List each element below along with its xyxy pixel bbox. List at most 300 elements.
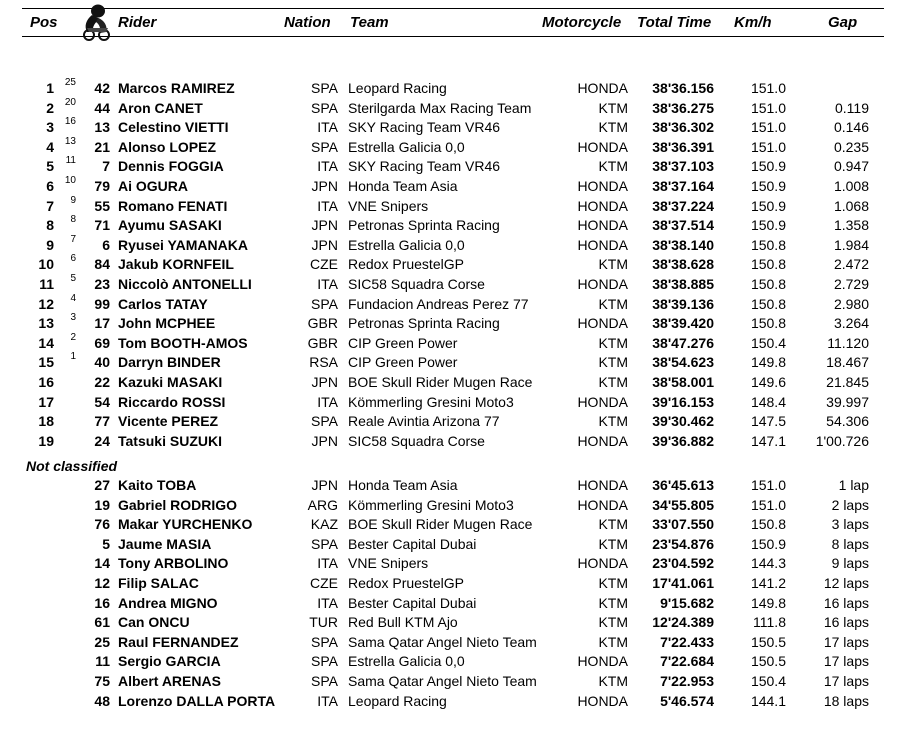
nation-cell: ITA (317, 276, 338, 292)
rider-name-cell: Celestino VIETTI (118, 119, 229, 136)
table-row (0, 233, 905, 257)
nation-cell: SPA (311, 413, 338, 430)
total-time-cell: 34'55.805 (652, 496, 714, 513)
nation-cell: JPN (311, 236, 338, 253)
table-header (22, 8, 884, 38)
rider-name-cell: Tony ARBOLINO (118, 555, 229, 572)
table-row (0, 673, 905, 693)
rider-name-cell: Alonso LOPEZ (118, 138, 216, 155)
motorcycle-cell: KTM (598, 334, 628, 351)
nation-cell: KAZ (310, 516, 338, 533)
position-cell: 4 (46, 138, 54, 155)
position-cell: 17 (38, 393, 54, 410)
speed-cell: 144.1 (750, 692, 786, 709)
motorcycle-cell: KTM (598, 158, 628, 175)
motorcycle-cell: HONDA (577, 432, 628, 449)
nation-cell: JPN (311, 432, 338, 449)
rider-name-cell: Vicente PEREZ (118, 413, 219, 430)
grid-position-cell: 16 (64, 116, 76, 128)
total-time-cell: 38'37.103 (652, 158, 714, 175)
speed-cell: 150.8 (750, 276, 786, 292)
gap-cell: 2.980 (833, 295, 869, 312)
gap-cell: 8 laps (831, 535, 869, 552)
gap-cell: 2.729 (833, 276, 869, 292)
speed-cell: 151.0 (750, 80, 786, 96)
motorcycle-cell: KTM (598, 535, 628, 552)
total-time-cell: 38'39.420 (652, 315, 714, 332)
speed-cell: 151.0 (750, 138, 786, 155)
total-time-cell: 38'47.276 (652, 334, 714, 351)
grid-position-cell: 6 (70, 253, 76, 265)
rider-name-cell: Gabriel RODRIGO (118, 496, 238, 513)
rider-number-cell: 25 (94, 633, 110, 650)
gap-cell: 1.068 (833, 197, 869, 214)
rider-number-cell: 55 (94, 197, 110, 214)
team-cell: Kömmerling Gresini Moto3 (348, 496, 514, 513)
nation-cell: SPA (311, 653, 338, 670)
motorcycle-cell: KTM (598, 119, 628, 136)
rider-number-cell: 23 (94, 276, 110, 292)
rider-name-cell: Can ONCU (118, 614, 190, 631)
table-row (0, 555, 905, 575)
rider-number-cell: 48 (94, 692, 110, 709)
total-time-cell: 7'22.953 (660, 673, 714, 689)
gap-cell: 16 laps (823, 614, 869, 631)
grid-position-cell: 13 (64, 135, 76, 147)
rider-name-cell: Jakub KORNFEIL (118, 256, 234, 273)
gap-cell: 2 laps (831, 496, 869, 513)
nation-cell: SPA (311, 80, 338, 96)
rider-number-cell: 79 (94, 178, 110, 194)
grid-position-cell: 20 (64, 96, 76, 108)
team-cell: Kömmerling Gresini Moto3 (348, 393, 514, 410)
table-row (0, 433, 905, 453)
rider-name-cell: Romano FENATI (118, 197, 228, 214)
nation-cell: SPA (311, 99, 338, 116)
total-time-cell: 5'46.574 (660, 692, 714, 709)
team-cell: Bester Capital Dubai (348, 594, 477, 611)
table-row (0, 497, 905, 517)
speed-cell: 150.8 (750, 516, 786, 533)
nation-cell: ITA (317, 692, 338, 709)
table-row (0, 175, 905, 198)
grid-position-cell: 7 (70, 233, 76, 245)
gap-cell: 9 laps (831, 555, 869, 572)
rider-number-cell: 40 (94, 354, 110, 371)
table-row (0, 693, 905, 713)
rider-name-cell: John MCPHEE (118, 315, 216, 332)
motorcycle-cell: HONDA (577, 653, 628, 670)
rider-name-cell: Tatsuki SUZUKI (118, 432, 222, 449)
rider-name-cell: Niccolò ANTONELLI (118, 276, 252, 292)
nation-cell: CZE (310, 256, 338, 273)
gap-cell: 17 laps (823, 633, 869, 650)
speed-cell: 150.5 (750, 633, 786, 650)
gap-cell: 1.358 (833, 217, 869, 234)
speed-cell: 150.8 (750, 236, 786, 253)
table-row (0, 155, 905, 178)
grid-position-cell: 11 (65, 155, 76, 167)
speed-cell: 150.4 (750, 334, 786, 351)
total-time-cell: 38'58.001 (652, 374, 714, 390)
gap-cell: 54.306 (826, 413, 869, 430)
position-cell: 2 (46, 99, 54, 116)
total-time-cell: 38'36.391 (652, 138, 714, 155)
total-time-cell: 39'36.882 (652, 432, 714, 449)
rider-name-cell: Raul FERNANDEZ (118, 633, 239, 650)
team-cell: Petronas Sprinta Racing (348, 315, 500, 332)
table-row (0, 653, 905, 673)
position-cell: 13 (38, 315, 54, 332)
motorcycle-cell: KTM (598, 673, 628, 689)
team-cell: Leopard Racing (348, 80, 447, 96)
rider-name-cell: Dennis FOGGIA (118, 158, 224, 175)
header-bottom-rule (22, 36, 884, 37)
total-time-cell: 38'38.628 (652, 256, 714, 273)
total-time-cell: 23'54.876 (652, 535, 714, 552)
motorcycle-cell: KTM (598, 633, 628, 650)
motorcycle-cell: KTM (598, 295, 628, 312)
rider-name-cell: Aron CANET (118, 99, 203, 116)
nation-cell: JPN (311, 374, 338, 390)
speed-cell: 151.0 (750, 119, 786, 136)
header-nation: Nation (284, 14, 331, 31)
nation-cell: ARG (307, 496, 338, 513)
motorcycle-cell: KTM (598, 99, 628, 116)
table-row (0, 253, 905, 276)
rider-number-cell: 61 (94, 614, 110, 631)
nation-cell: ITA (317, 594, 338, 611)
position-cell: 8 (46, 217, 54, 234)
motorcycle-cell: KTM (598, 256, 628, 273)
speed-cell: 148.4 (750, 393, 786, 410)
position-cell: 16 (38, 374, 54, 390)
speed-cell: 149.8 (750, 594, 786, 611)
rider-name-cell: Marcos RAMIREZ (118, 80, 235, 96)
speed-cell: 150.9 (750, 197, 786, 214)
motorcycle-cell: KTM (598, 594, 628, 611)
gap-cell: 0.146 (833, 119, 869, 136)
team-cell: Redox PruestelGP (348, 256, 464, 273)
rider-number-cell: 24 (94, 432, 110, 449)
table-row (0, 394, 905, 414)
team-cell: VNE Snipers (348, 555, 429, 572)
total-time-cell: 38'39.136 (652, 295, 714, 312)
gap-cell: 1 lap (838, 477, 869, 493)
gap-cell: 0.235 (833, 138, 869, 155)
total-time-cell: 38'37.224 (652, 197, 714, 214)
table-row (0, 575, 905, 595)
rider-name-cell: Jaume MASIA (118, 535, 212, 552)
gap-cell: 11.120 (827, 334, 869, 351)
total-time-cell: 39'30.462 (652, 413, 714, 430)
table-row (0, 194, 905, 218)
rider-number-cell: 13 (94, 119, 110, 136)
gap-cell: 18 laps (823, 692, 869, 709)
motorcycle-cell: HONDA (577, 393, 628, 410)
gap-cell: 16 laps (823, 594, 869, 611)
team-cell: Sama Qatar Angel Nieto Team (348, 673, 537, 689)
rider-number-cell: 75 (94, 673, 110, 689)
header-top-rule (22, 8, 884, 9)
rider-name-cell: Lorenzo DALLA PORTA (118, 692, 276, 709)
rider-name-cell: Tom BOOTH-AMOS (118, 334, 248, 351)
speed-cell: 150.8 (750, 256, 786, 273)
motorcycle-cell: HONDA (577, 276, 628, 292)
nation-cell: RSA (309, 354, 338, 371)
rider-number-cell: 69 (94, 334, 110, 351)
rider-number-cell: 71 (94, 217, 110, 234)
motorcycle-cell: KTM (598, 614, 628, 631)
gap-cell: 12 laps (823, 575, 869, 591)
rider-name-cell: Makar YURCHENKO (118, 516, 253, 533)
rider-number-cell: 19 (94, 496, 110, 513)
nation-cell: JPN (311, 178, 338, 194)
rider-number-cell: 7 (102, 158, 110, 175)
table-row (0, 312, 905, 335)
rider-name-cell: Riccardo ROSSI (118, 393, 226, 410)
team-cell: Honda Team Asia (348, 178, 458, 194)
grid-position-cell: 1 (70, 351, 76, 363)
gap-cell: 39.997 (826, 393, 869, 410)
nation-cell: SPA (311, 138, 338, 155)
nation-cell: ITA (317, 555, 338, 572)
table-row (0, 374, 905, 394)
speed-cell: 150.9 (750, 158, 786, 175)
motorcycle-cell: HONDA (577, 178, 628, 194)
motorcycle-cell: KTM (598, 374, 628, 390)
grid-position-cell: 25 (64, 77, 76, 88)
speed-cell: 111.8 (753, 614, 786, 631)
table-row (0, 634, 905, 654)
rider-number-cell: 84 (94, 256, 110, 273)
table-row (0, 292, 905, 316)
position-cell: 9 (46, 236, 54, 253)
total-time-cell: 39'16.153 (652, 393, 714, 410)
team-cell: Honda Team Asia (348, 477, 458, 493)
grid-position-cell: 3 (70, 312, 76, 324)
team-cell: CIP Green Power (348, 334, 458, 351)
gap-cell: 0.119 (835, 99, 869, 116)
rider-name-cell: Kaito TOBA (118, 477, 197, 493)
rider-number-cell: 27 (94, 477, 110, 493)
team-cell: SKY Racing Team VR46 (348, 158, 501, 175)
team-cell: Reale Avintia Arizona 77 (348, 413, 500, 430)
nation-cell: SPA (311, 673, 338, 689)
position-cell: 12 (38, 295, 54, 312)
motorcycle-cell: KTM (598, 413, 628, 430)
speed-cell: 151.0 (750, 477, 786, 493)
team-cell: Petronas Sprinta Racing (348, 217, 500, 234)
speed-cell: 141.2 (750, 575, 786, 591)
nation-cell: GBR (307, 315, 338, 332)
position-cell: 5 (46, 158, 54, 175)
speed-cell: 150.4 (750, 673, 786, 689)
motorcycle-cell: HONDA (577, 138, 628, 155)
gap-cell: 1'00.726 (815, 432, 869, 449)
speed-cell: 149.6 (750, 374, 786, 390)
rider-number-cell: 21 (94, 138, 110, 155)
grid-position-cell: 2 (70, 331, 76, 343)
rider-name-cell: Darryn BINDER (118, 354, 221, 371)
grid-position-cell: 4 (70, 292, 76, 304)
position-cell: 3 (46, 119, 54, 136)
table-row (0, 135, 905, 159)
total-time-cell: 7'22.684 (660, 653, 714, 670)
total-time-cell: 17'41.061 (652, 575, 714, 591)
nation-cell: GBR (307, 334, 338, 351)
team-cell: Sama Qatar Angel Nieto Team (348, 633, 537, 650)
table-row (0, 116, 905, 139)
motorcycle-cell: HONDA (577, 477, 628, 493)
team-cell: SIC58 Squadra Corse (348, 432, 485, 449)
position-cell: 7 (46, 197, 54, 214)
team-cell: BOE Skull Rider Mugen Race (348, 516, 533, 533)
header-motorcycle: Motorcycle (542, 14, 622, 31)
rider-name-cell: Kazuki MASAKI (118, 374, 223, 390)
grid-position-cell: 5 (70, 273, 76, 284)
rider-number-cell: 54 (94, 393, 110, 410)
gap-cell: 1.984 (833, 236, 869, 253)
rider-name-cell: Ayumu SASAKI (118, 217, 222, 234)
team-cell: SKY Racing Team VR46 (348, 119, 501, 136)
team-cell: Fundacion Andreas Perez 77 (348, 295, 529, 312)
speed-cell: 150.9 (750, 535, 786, 552)
rider-name-cell: Andrea MIGNO (118, 594, 218, 611)
total-time-cell: 23'04.592 (652, 555, 714, 572)
nation-cell: JPN (311, 217, 338, 234)
table-row (0, 516, 905, 536)
speed-cell: 147.1 (750, 432, 786, 449)
position-cell: 1 (46, 80, 54, 96)
rider-number-cell: 14 (94, 555, 110, 572)
table-row (0, 351, 905, 374)
table-row (0, 77, 905, 100)
rider-number-cell: 99 (94, 295, 110, 312)
rider-name-cell: Ryusei YAMANAKA (118, 236, 248, 253)
table-row (0, 96, 905, 120)
team-cell: Leopard Racing (348, 692, 447, 709)
gap-cell: 17 laps (823, 653, 869, 670)
table-row (0, 273, 905, 296)
rider-number-cell: 76 (94, 516, 110, 533)
gap-cell: 3.264 (833, 315, 869, 332)
gap-cell: 1.008 (833, 178, 869, 194)
rider-number-cell: 12 (94, 575, 110, 591)
nation-cell: ITA (317, 158, 338, 175)
rider-name-cell: Ai OGURA (118, 178, 188, 194)
rider-name-cell: Sergio GARCIA (118, 653, 221, 670)
speed-cell: 151.0 (750, 99, 786, 116)
rider-number-cell: 5 (102, 535, 110, 552)
table-row (0, 536, 905, 556)
motorcycle-cell: HONDA (577, 236, 628, 253)
team-cell: Estrella Galicia 0,0 (348, 653, 465, 670)
not-classified-label: Not classified (26, 458, 118, 474)
total-time-cell: 9'15.682 (660, 594, 714, 611)
motorcycle-cell: KTM (598, 354, 628, 371)
nation-cell: ITA (317, 393, 338, 410)
rider-number-cell: 11 (95, 653, 110, 670)
total-time-cell: 38'36.302 (652, 119, 714, 136)
nation-cell: TUR (309, 614, 338, 631)
grid-position-cell: 10 (64, 175, 76, 186)
nation-cell: SPA (311, 633, 338, 650)
table-row (0, 331, 905, 355)
position-cell: 14 (38, 334, 54, 351)
grid-position-cell: 9 (70, 194, 76, 206)
speed-cell: 150.5 (750, 653, 786, 670)
header-team: Team (350, 14, 389, 31)
position-cell: 19 (38, 432, 54, 449)
total-time-cell: 38'38.885 (652, 276, 714, 292)
speed-cell: 149.8 (750, 354, 786, 371)
team-cell: Redox PruestelGP (348, 575, 464, 591)
team-cell: CIP Green Power (348, 354, 458, 371)
speed-cell: 150.8 (750, 315, 786, 332)
motorcycle-cell: HONDA (577, 555, 628, 572)
header-total-time: Total Time (637, 14, 712, 31)
rider-name-cell: Filip SALAC (118, 575, 199, 591)
motorcycle-cell: KTM (598, 516, 628, 533)
rider-number-cell: 17 (94, 315, 110, 332)
rider-name-cell: Albert ARENAS (118, 673, 221, 689)
total-time-cell: 33'07.550 (652, 516, 714, 533)
rider-number-cell: 77 (94, 413, 110, 430)
nation-cell: SPA (311, 535, 338, 552)
gap-cell: 0.947 (833, 158, 869, 175)
team-cell: Sterilgarda Max Racing Team (348, 99, 532, 116)
position-cell: 18 (38, 413, 54, 430)
speed-cell: 150.9 (750, 217, 786, 234)
total-time-cell: 38'37.164 (652, 178, 714, 194)
team-cell: Bester Capital Dubai (348, 535, 477, 552)
nation-cell: SPA (311, 295, 338, 312)
total-time-cell: 12'24.389 (652, 614, 714, 631)
speed-cell: 144.3 (750, 555, 786, 572)
motorcycle-cell: KTM (598, 575, 628, 591)
motorcycle-cell: HONDA (577, 692, 628, 709)
nation-cell: CZE (310, 575, 338, 591)
header-pos: Pos (30, 14, 58, 31)
nation-cell: ITA (317, 197, 338, 214)
table-row (0, 595, 905, 615)
table-row (0, 214, 905, 237)
header-kmh: Km/h (734, 14, 772, 31)
total-time-cell: 38'37.514 (652, 217, 714, 234)
speed-cell: 150.8 (750, 295, 786, 312)
header-gap: Gap (828, 14, 858, 31)
table-row (0, 614, 905, 634)
position-cell: 15 (38, 354, 54, 371)
motorcycle-cell: HONDA (577, 496, 628, 513)
nation-cell: ITA (317, 119, 338, 136)
position-cell: 6 (46, 178, 54, 194)
team-cell: SIC58 Squadra Corse (348, 276, 485, 292)
gap-cell: 2.472 (833, 256, 869, 273)
total-time-cell: 36'45.613 (652, 477, 714, 493)
team-cell: Red Bull KTM Ajo (348, 614, 458, 631)
table-row (0, 413, 905, 433)
rider-number-cell: 42 (94, 80, 110, 96)
team-cell: Estrella Galicia 0,0 (348, 138, 465, 155)
motorcycle-cell: HONDA (577, 217, 628, 234)
rider-number-cell: 6 (102, 236, 110, 253)
rider-name-cell: Carlos TATAY (118, 295, 208, 312)
rider-number-cell: 22 (94, 374, 110, 390)
motorcycle-cell: HONDA (577, 80, 628, 96)
position-cell: 11 (39, 276, 54, 292)
